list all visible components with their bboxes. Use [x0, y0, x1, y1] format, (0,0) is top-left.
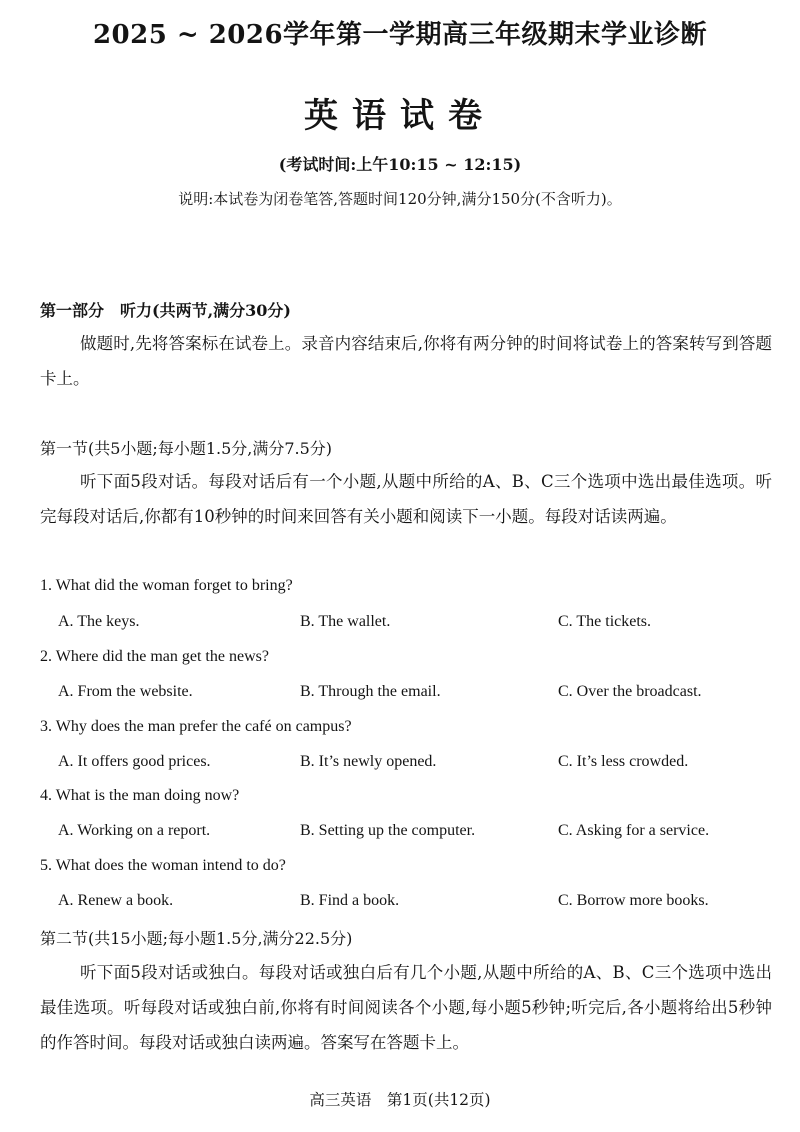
question-4-option-a: A. Working on a report. [58, 822, 211, 839]
section1-directions: 听下面5段对话。每段对话后有一个小题,从题中所给的A、B、C三个选项中选出最佳选项。听完每段对话后,你都有10秒钟的时间来回答有关小题和阅读下一小题。每段对话读两遍。 [40, 472, 772, 526]
question-3-stem: 3. Why does the man prefer the café on campus? [40, 718, 352, 735]
question-1-stem: 1. What did the woman forget to bring? [40, 577, 293, 594]
question-1-option-a: A. The keys. [58, 613, 140, 630]
question-2-stem: 2. Where did the man get the news? [40, 648, 269, 665]
page-footer: 高三英语 第1页(共12页) [309, 1091, 491, 1109]
part1-directions: 做题时,先将答案标在试卷上。录音内容结束后,你将有两分钟的时间将试卷上的答案转写到答题卡上。 [40, 334, 772, 388]
question-2-option-a: A. From the website. [58, 683, 193, 700]
section2-directions: 听下面5段对话或独白。每段对话或独白后有几个小题,从题中所给的A、B、C三个选项中选出最佳选项。听每段对话或独白前,你将有时间阅读各个小题,每小题5秒钟;听完后,各小题将给出5秒钟的作答时间。每段对话或独白读两遍。答案写在答题卡上。 [40, 963, 772, 1052]
document-subject: 英语试卷 [304, 96, 496, 136]
question-1-option-c: C. The tickets. [558, 613, 652, 630]
part1-heading: 第一部分 听力(共两节,满分30分) [40, 301, 291, 320]
question-5-stem: 5. What does the woman intend to do? [40, 857, 286, 874]
question-5-option-b: B. Find a book. [300, 892, 400, 909]
question-1-option-b: B. The wallet. [300, 613, 391, 630]
question-2-option-b: B. Through the email. [300, 683, 441, 700]
question-3-option-b: B. It’s newly opened. [300, 753, 437, 770]
question-4-stem: 4. What is the man doing now? [40, 787, 240, 804]
question-4-option-c: C. Asking for a service. [558, 822, 710, 839]
exam-instructions: 说明:本试卷为闭卷笔答,答题时间120分钟,满分150分(不含听力)。 [178, 190, 622, 208]
question-4-option-b: B. Setting up the computer. [300, 822, 476, 839]
question-5-option-a: A. Renew a book. [58, 892, 174, 909]
section2-heading: 第二节(共15小题;每小题1.5分,满分22.5分) [40, 929, 353, 948]
exam-time: (考试时间:上午10:15 ~ 12:15) [278, 155, 522, 174]
question-3-option-c: C. It’s less crowded. [558, 753, 689, 770]
question-3-option-a: A. It offers good prices. [58, 753, 211, 770]
question-2-option-c: C. Over the broadcast. [558, 683, 702, 700]
document-title: 2025 ~ 2026学年第一学期高三年级期末学业诊断 [92, 20, 708, 50]
section1-heading: 第一节(共5小题;每小题1.5分,满分7.5分) [40, 439, 333, 458]
question-5-option-c: C. Borrow more books. [558, 892, 709, 909]
